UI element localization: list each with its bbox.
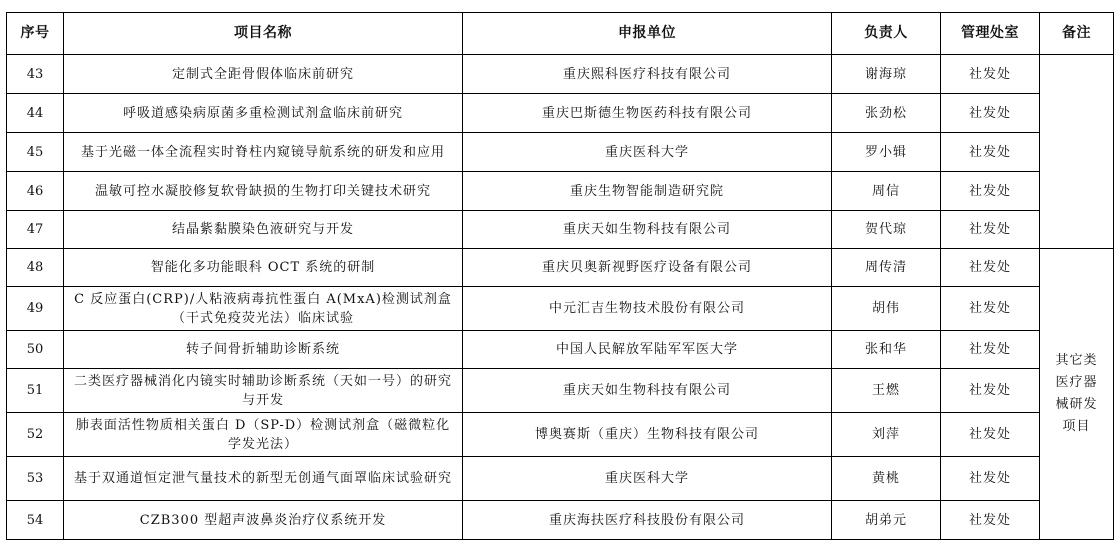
- cell-office: 社发处: [941, 287, 1040, 331]
- cell-office: 社发处: [941, 133, 1040, 172]
- project-table: [6, 12, 1114, 540]
- cell-unit: 重庆医科大学: [463, 457, 832, 501]
- table-row: [7, 94, 1114, 133]
- cell-office: 社发处: [941, 172, 1040, 211]
- cell-name: 肺表面活性物质相关蛋白 D（SP-D）检测试剂盒（磁微粒化学发光法）: [64, 413, 463, 457]
- cell-unit: 中元汇吉生物技术股份有限公司: [463, 287, 832, 331]
- cell-name: C 反应蛋白(CRP)/人粘液病毒抗性蛋白 A(MxA)检测试剂盒（干式免疫荧光法）临床试验: [64, 287, 463, 331]
- cell-name: 结晶紫黏膜染色液研究与开发: [64, 211, 463, 249]
- cell-remark-group2: 其它类医疗器械研发项目: [1040, 249, 1114, 540]
- header-unit: 申报单位: [463, 13, 832, 55]
- cell-leader: 周信: [832, 172, 941, 211]
- cell-index: 53: [7, 457, 64, 501]
- table-row: [7, 457, 1114, 501]
- table-row: [7, 55, 1114, 94]
- cell-name: 定制式全距骨假体临床前研究: [64, 55, 463, 94]
- cell-leader: 张和华: [832, 331, 941, 369]
- cell-unit: 博奥赛斯（重庆）生物科技有限公司: [463, 413, 832, 457]
- cell-name: 基于光磁一体全流程实时脊柱内窥镜导航系统的研发和应用: [64, 133, 463, 172]
- cell-leader: 张劲松: [832, 94, 941, 133]
- cell-leader: 胡伟: [832, 287, 941, 331]
- cell-leader: 刘萍: [832, 413, 941, 457]
- cell-name: 智能化多功能眼科 OCT 系统的研制: [64, 249, 463, 287]
- cell-office: 社发处: [941, 331, 1040, 369]
- cell-name: 温敏可控水凝胶修复软骨缺损的生物打印关键技术研究: [64, 172, 463, 211]
- header-office: 管理处室: [941, 13, 1040, 55]
- cell-index: 45: [7, 133, 64, 172]
- table-row: [7, 133, 1114, 172]
- cell-office: 社发处: [941, 457, 1040, 501]
- cell-office: 社发处: [941, 55, 1040, 94]
- cell-unit: 重庆医科大学: [463, 133, 832, 172]
- header-row: [7, 13, 1114, 55]
- cell-unit: 重庆贝奥新视野医疗设备有限公司: [463, 249, 832, 287]
- cell-leader: 贺代琼: [832, 211, 941, 249]
- cell-leader: 黄桃: [832, 457, 941, 501]
- cell-index: 47: [7, 211, 64, 249]
- cell-unit: 重庆熙科医疗科技有限公司: [463, 55, 832, 94]
- table-row: [7, 331, 1114, 369]
- cell-unit: 重庆海扶医疗科技股份有限公司: [463, 501, 832, 540]
- cell-index: 48: [7, 249, 64, 287]
- cell-name: CZB300 型超声波鼻炎治疗仪系统开发: [64, 501, 463, 540]
- cell-name: 二类医疗器械消化内镜实时辅助诊断系统（天如一号）的研究与开发: [64, 369, 463, 413]
- table-row: [7, 172, 1114, 211]
- table-row: [7, 501, 1114, 540]
- cell-leader: 胡弟元: [832, 501, 941, 540]
- cell-index: 51: [7, 369, 64, 413]
- header-name: 项目名称: [64, 13, 463, 55]
- cell-name: 基于双通道恒定泄气量技术的新型无创通气面罩临床试验研究: [64, 457, 463, 501]
- cell-leader: 王燃: [832, 369, 941, 413]
- header-index: 序号: [7, 13, 64, 55]
- cell-index: 49: [7, 287, 64, 331]
- cell-unit: 重庆天如生物科技有限公司: [463, 369, 832, 413]
- table-row: [7, 413, 1114, 457]
- table-row: [7, 249, 1114, 287]
- cell-index: 46: [7, 172, 64, 211]
- table-row: [7, 287, 1114, 331]
- cell-office: 社发处: [941, 249, 1040, 287]
- cell-index: 52: [7, 413, 64, 457]
- cell-leader: 谢海琼: [832, 55, 941, 94]
- cell-leader: 罗小辑: [832, 133, 941, 172]
- cell-leader: 周传清: [832, 249, 941, 287]
- header-remark: 备注: [1040, 13, 1114, 55]
- cell-name: 呼吸道感染病原菌多重检测试剂盒临床前研究: [64, 94, 463, 133]
- cell-index: 43: [7, 55, 64, 94]
- cell-office: 社发处: [941, 94, 1040, 133]
- cell-unit: 重庆巴斯德生物医药科技有限公司: [463, 94, 832, 133]
- cell-index: 54: [7, 501, 64, 540]
- table-row: [7, 211, 1114, 249]
- cell-unit: 重庆生物智能制造研究院: [463, 172, 832, 211]
- cell-unit: 中国人民解放军陆军军医大学: [463, 331, 832, 369]
- cell-remark-group1: [1040, 55, 1114, 249]
- table-row: [7, 369, 1114, 413]
- cell-office: 社发处: [941, 501, 1040, 540]
- cell-office: 社发处: [941, 369, 1040, 413]
- cell-index: 50: [7, 331, 64, 369]
- cell-office: 社发处: [941, 211, 1040, 249]
- cell-index: 44: [7, 94, 64, 133]
- header-leader: 负责人: [832, 13, 941, 55]
- cell-office: 社发处: [941, 413, 1040, 457]
- cell-name: 转子间骨折辅助诊断系统: [64, 331, 463, 369]
- cell-unit: 重庆天如生物科技有限公司: [463, 211, 832, 249]
